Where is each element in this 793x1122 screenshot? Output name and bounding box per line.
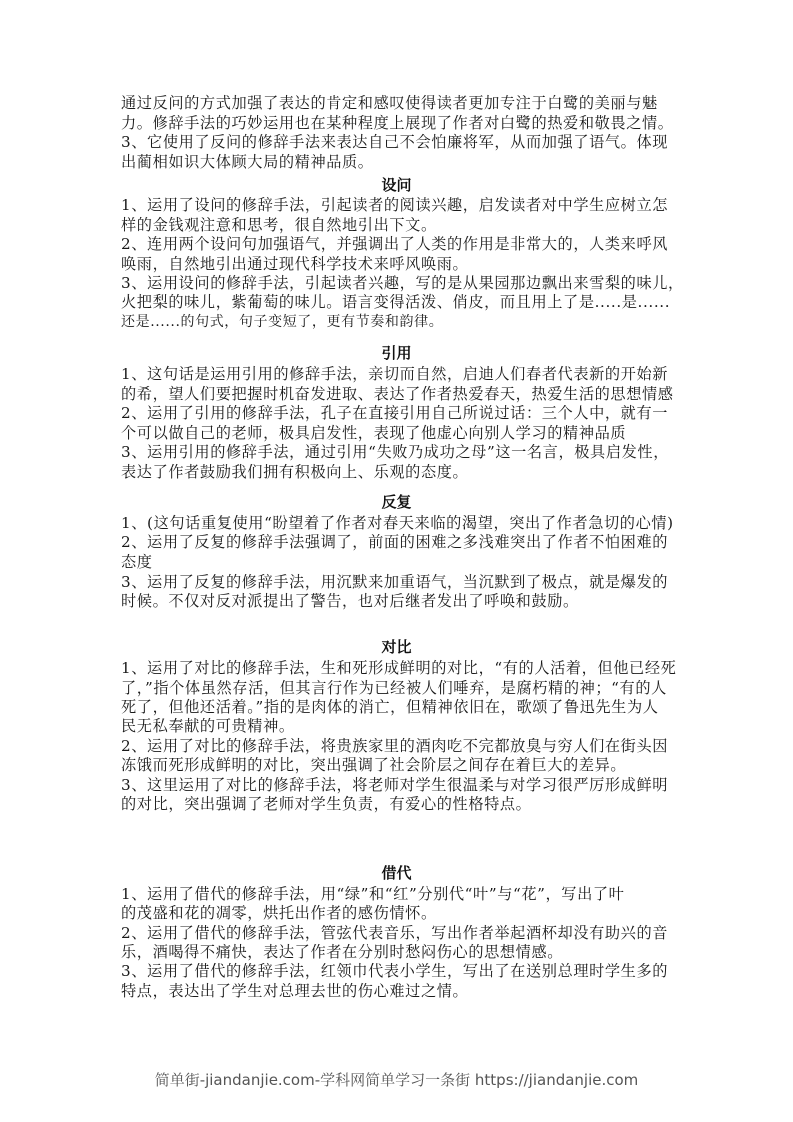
section-line: 3、运用了反复的修辞手法，用沉默来加重语气，当沉默到了极点，就是爆发的	[121, 573, 669, 591]
section-heading-shewen: 设问	[381, 176, 412, 194]
section-line: 死了，但他还活着。”指的是肉体的消亡，但精神依旧在，歌颂了鲁迅先生为人	[121, 698, 659, 716]
intro-line: 3、它使用了反问的修辞手法来表达自己不会怕廉将军，从而加强了语气。体现	[121, 133, 669, 151]
section-line: 1、(这句话重复使用“盼望着了作者对春天来临的渴望，突出了作者急切的心情)	[121, 514, 674, 532]
section-line: 样的金钱观注意和思考，很自然地引出下文。	[121, 216, 437, 234]
section-line: 火把梨的味儿，紫葡萄的味儿。语言变得活泼、俏皮，而且用上了是.....是......	[121, 293, 671, 311]
section-line: 3、运用设问的修辞手法，引起读者兴趣，写的是从果园那边飘出来雪梨的味儿，	[121, 274, 684, 292]
section-line: 唤雨，自然地引出通过现代科学技术来呼风唤雨。	[121, 255, 469, 273]
section-line: 2、运用了引用的修辞手法，孔子在直接引用自己所说过话：三个人中，就有一	[121, 404, 669, 422]
section-line: 个可以做自己的老师，极具启发性，表现了他虚心向别人学习的精神品质	[121, 424, 627, 442]
intro-line: 出蔺相如识大体顾大局的精神品质。	[121, 153, 374, 171]
section-line: 的茂盛和花的凋零，烘托出作者的感伤情怀。	[121, 904, 437, 922]
section-line: 3、运用了借代的修辞手法，红领巾代表小学生，写出了在送别总理时学生多的	[121, 962, 669, 980]
section-heading-jiedai: 借代	[381, 864, 412, 882]
section-line: 民无私奉献的可贵精神。	[121, 717, 295, 735]
section-line: 1、这句话是运用引用的修辞手法，亲切而自然，启迪人们春者代表新的开始新	[121, 365, 669, 383]
intro-line: 力。修辞手法的巧妙运用也在某种程度上展现了作者对白鹭的热爱和敬畏之情。	[121, 114, 674, 132]
section-line: 表达了作者鼓励我们拥有积极向上、乐观的态度。	[121, 463, 469, 481]
section-line: 1、运用了借代的修辞手法，用“绿”和“红”分别代“叶”与“花”，写出了叶	[121, 885, 625, 903]
section-line: 2、运用了对比的修辞手法，将贵族家里的酒肉吃不完都放臭与穷人们在街头因	[121, 737, 669, 755]
section-line: 冻饿而死形成鲜明的对比，突出强调了社会阶层之间存在着巨大的差异。	[121, 756, 627, 774]
section-line: 3、这里运用了对比的修辞手法，将老师对学生很温柔与对学习很严厉形成鲜明	[121, 776, 669, 794]
section-line: 时候。不仅对反对派提出了警告，也对后继者发出了呼唤和鼓励。	[121, 592, 579, 610]
section-line: 还是......的句式，句子变短了，更有节奏和韵律。	[121, 314, 444, 330]
section-line: 1、运用了设问的修辞手法，引起读者的阅读兴趣，启发读者对中学生应树立怎	[121, 196, 669, 214]
section-line: 2、运用了反复的修辞手法强调了，前面的困难之多浅难突出了作者不怕困难的	[121, 533, 669, 551]
intro-line: 通过反问的方式加强了表达的肯定和感叹使得读者更加专注于白鹭的美丽与魅	[121, 94, 658, 112]
section-heading-fanfu: 反复	[381, 493, 412, 511]
section-line: 2、连用两个设问句加强语气，并强调出了人类的作用是非常大的，人类来呼风	[121, 235, 669, 253]
section-heading-duibi: 对比	[381, 638, 412, 656]
footer-watermark: 简单街-jiandanjie.com-学科网简单学习一条街 https://jiandanjie.com	[154, 1071, 639, 1089]
section-line: 乐，酒喝得不痛快，表达了作者在分别时愁闷伤心的思想情感。	[121, 943, 564, 961]
section-line: 1、运用了对比的修辞手法，生和死形成鲜明的对比，“有的人活着，但他已经死	[121, 659, 677, 677]
section-line: 2、运用了借代的修辞手法，管弦代表音乐，写出作者举起酒杯却没有助兴的音	[121, 924, 669, 942]
section-line: 的希，望人们要把握时机奋发进取、表达了作者热爱春天，热爱生活的思想情感	[121, 385, 674, 403]
section-line: 3、运用引用的修辞手法，通过引用“失败乃成功之母”这一名言，极具启发性，	[121, 443, 669, 461]
section-heading-yinyong: 引用	[381, 344, 412, 362]
section-line: 了，”指个体虽然存活，但其言行作为已经被人们唾弃，是腐朽精的神；“有的人	[121, 679, 667, 697]
section-line: 的对比，突出强调了老师对学生负责，有爱心的性格特点。	[121, 795, 532, 813]
section-line: 态度	[121, 553, 153, 571]
section-line: 特点，表达出了学生对总理去世的伤心难过之情。	[121, 982, 469, 1000]
